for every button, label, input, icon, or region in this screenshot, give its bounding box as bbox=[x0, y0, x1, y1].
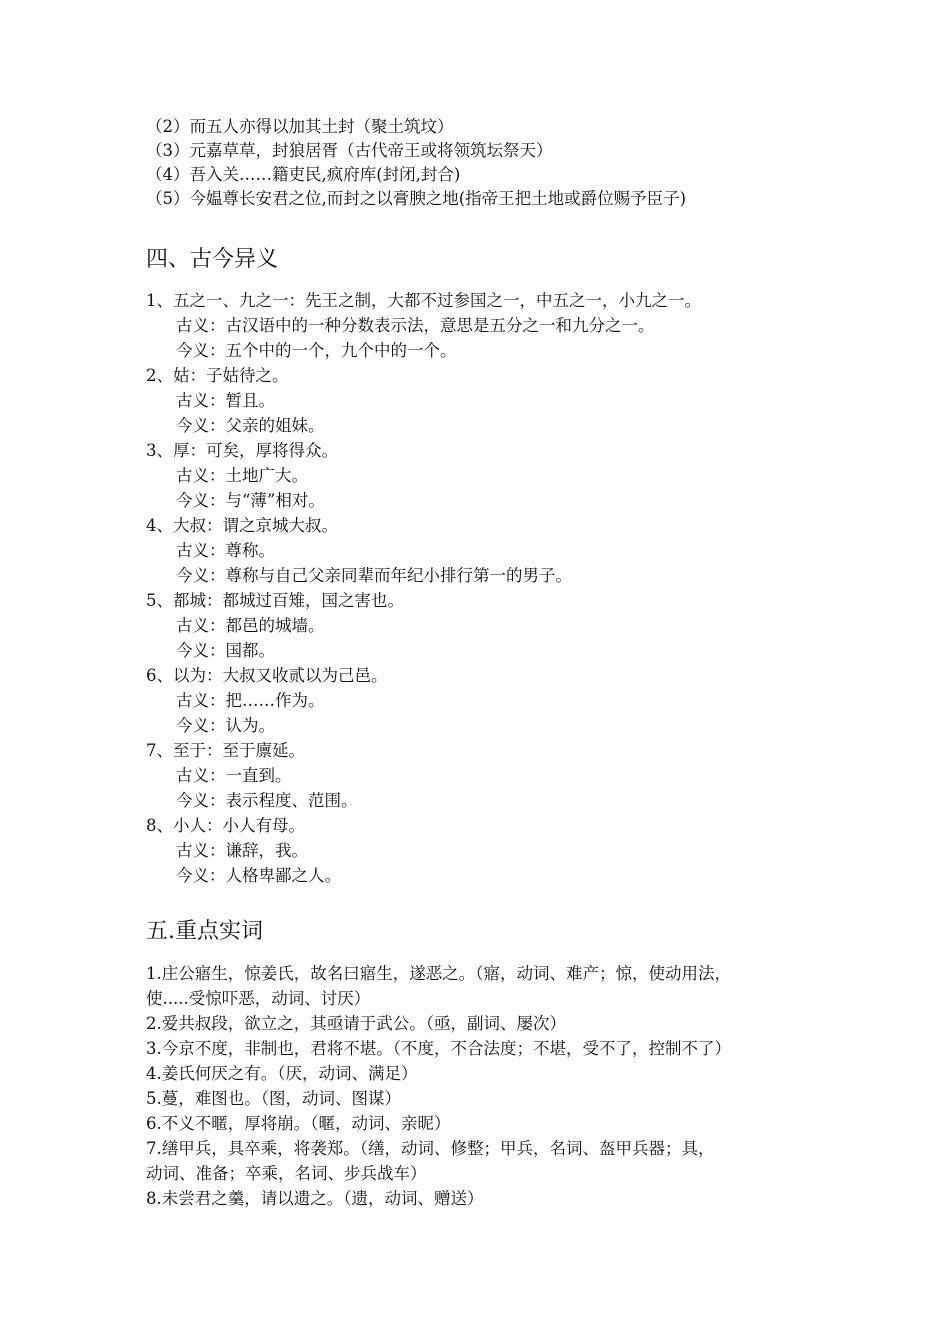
item-4-ancient: 古义：尊称。 bbox=[176, 541, 275, 560]
item-5-ancient: 古义：都邑的城墙。 bbox=[176, 616, 325, 635]
item-2-modern: 今义：父亲的姐妹。 bbox=[176, 416, 325, 435]
item-2-head: 2、姑：子姑待之。 bbox=[146, 366, 289, 385]
word-3: 3.今京不度，非制也，君将不堪。（不度，不合法度；不堪，受不了，控制不了） bbox=[146, 1039, 731, 1058]
section3-item-3: （3）元嘉草草，封狼居胥（古代帝王或将领筑坛祭天） bbox=[146, 141, 553, 160]
item-3-ancient: 古义：土地广大。 bbox=[176, 466, 308, 485]
word-1-line-2: 使.....受惊吓恶，动词、讨厌） bbox=[146, 989, 371, 1008]
item-7-modern: 今义：表示程度、范围。 bbox=[176, 791, 358, 810]
word-1-line-1: 1.庄公寤生，惊姜氏，故名曰寤生，遂恶之。（寤，动词、难产；惊，使动用法， bbox=[146, 964, 731, 983]
item-1-head: 1、五之一、九之一：先王之制，大都不过参国之一，中五之一，小九之一。 bbox=[146, 291, 701, 310]
word-5: 5.蔓，难图也。（图，动词、图谋） bbox=[146, 1089, 401, 1108]
item-8-modern: 今义：人格卑鄙之人。 bbox=[176, 866, 341, 885]
word-8: 8.未尝君之羹，请以遗之。（遗，动词、赠送） bbox=[146, 1189, 484, 1208]
item-4-head: 4、大叔：谓之京城大叔。 bbox=[146, 516, 338, 535]
item-6-head: 6、以为：大叔又收贰以为己邑。 bbox=[146, 666, 388, 685]
word-2: 2.爱共叔段，欲立之，其亟请于武公。（亟，副词、屡次） bbox=[146, 1014, 566, 1033]
item-3-head: 3、厚：可矣，厚将得众。 bbox=[146, 441, 338, 460]
item-8-head: 8、小人：小人有母。 bbox=[146, 816, 305, 835]
item-7-ancient: 古义：一直到。 bbox=[176, 766, 292, 785]
item-7-head: 7、至于：至于廪延。 bbox=[146, 741, 305, 760]
section3-item-4: （4）吾入关……籍吏民,疯府库(封闭,封合) bbox=[146, 165, 461, 184]
item-4-modern: 今义：尊称与自己父亲同辈而年纪小排行第一的男子。 bbox=[176, 566, 572, 585]
item-3-modern: 今义：与“薄”相对。 bbox=[176, 491, 325, 510]
item-6-modern: 今义：认为。 bbox=[176, 716, 275, 735]
item-6-ancient: 古义：把……作为。 bbox=[176, 691, 325, 710]
word-7-line-2: 动词、准备；卒乘，名词、步兵战车） bbox=[146, 1164, 427, 1183]
word-7-line-1: 7.缮甲兵，具卒乘，将袭郑。（缮，动词、修整；甲兵，名词、盔甲兵器；具， bbox=[146, 1139, 715, 1158]
section4-heading: 四、古今异义 bbox=[146, 247, 279, 272]
item-2-ancient: 古义：暂且。 bbox=[176, 391, 275, 410]
word-4: 4.姜氏何厌之有。（厌，动词、满足） bbox=[146, 1064, 418, 1083]
item-1-ancient: 古义：古汉语中的一种分数表示法，意思是五分之一和九分之一。 bbox=[176, 316, 655, 335]
item-5-head: 5、都城：都城过百雉，国之害也。 bbox=[146, 591, 404, 610]
word-6: 6.不义不暱，厚将崩。（暱，动词、亲昵） bbox=[146, 1114, 451, 1133]
item-1-modern: 今义：五个中的一个，九个中的一个。 bbox=[176, 341, 457, 360]
item-5-modern: 今义：国都。 bbox=[176, 641, 275, 660]
section5-heading: 五.重点实词 bbox=[146, 919, 263, 944]
item-8-ancient: 古义：谦辞，我。 bbox=[176, 841, 308, 860]
section3-item-5: （5）今媪尊长安君之位,而封之以膏腴之地(指帝王把土地或爵位赐予臣子) bbox=[146, 189, 687, 208]
section3-item-2: （2）而五人亦得以加其土封（聚土筑坟） bbox=[146, 117, 454, 136]
